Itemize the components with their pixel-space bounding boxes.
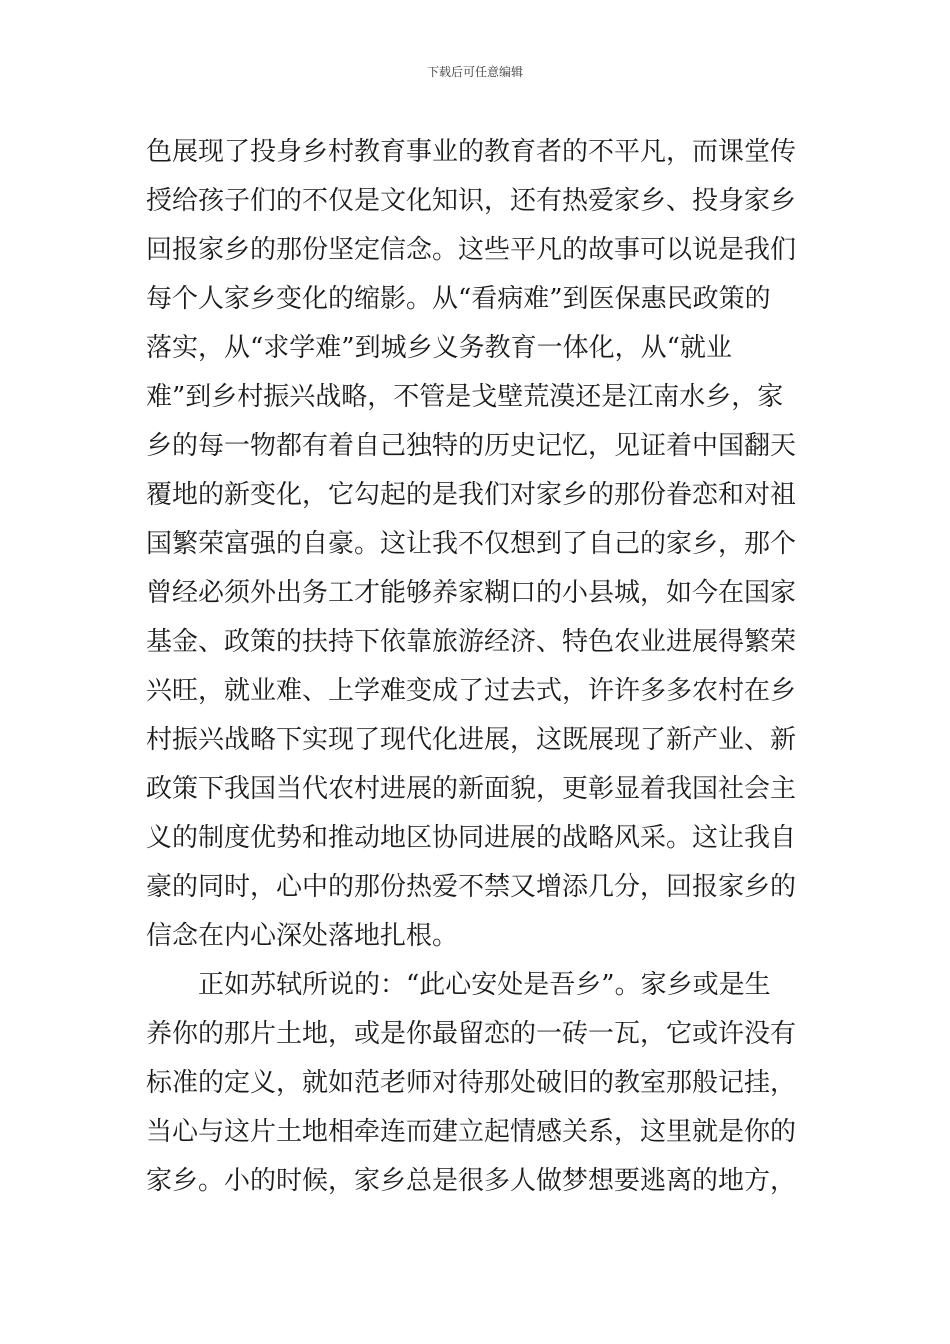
text-line: 养你的那片土地，或是你最留恋的一砖一瓦，它或许没有 (146, 1019, 797, 1049)
body-text (146, 128, 808, 1206)
paragraph (146, 128, 808, 961)
text-line: 难”到乡村振兴战略，不管是戈壁荒漠还是江南水乡，家 (146, 382, 784, 412)
text-line: 覆地的新变化，它勾起的是我们对家乡的那份眷恋和对祖 (146, 480, 797, 510)
text-line: 授给孩子们的不仅是文化知识，还有热爱家乡、投身家乡 (146, 186, 797, 216)
text-line: 村振兴战略下实现了现代化进展，这既展现了新产业、新 (146, 725, 797, 755)
text-line: 义的制度优势和推动地区协同进展的战略风采。这让我自 (146, 823, 797, 853)
text-line: 基金、政策的扶持下依靠旅游经济、特色农业进展得繁荣 (146, 627, 797, 657)
text-line: 回报家乡的那份坚定信念。这些平凡的故事可以说是我们 (146, 235, 797, 265)
text-line: 正如苏轼所说的：“此心安处是吾乡”。家乡或是生 (146, 970, 771, 1000)
text-line: 每个人家乡变化的缩影。从“看病难”到医保惠民政策的 (146, 284, 771, 314)
text-line: 信念在内心深处落地扎根。 (146, 921, 459, 951)
text-line: 当心与这片土地相牵连而建立起情感关系，这里就是你的 (146, 1117, 797, 1147)
text-line: 色展现了投身乡村教育事业的教育者的不平凡，而课堂传 (146, 137, 797, 167)
text-line: 国繁荣富强的自豪。这让我不仅想到了自己的家乡，那个 (146, 529, 797, 559)
text-line: 标准的定义，就如范老师对待那处破旧的教室那般记挂， (146, 1068, 797, 1098)
text-line: 政策下我国当代农村进展的新面貌，更彰显着我国社会主 (146, 774, 797, 804)
text-line: 兴旺，就业难、上学难变成了过去式，许许多多农村在乡 (146, 676, 797, 706)
text-line: 豪的同时，心中的那份热爱不禁又增添几分，回报家乡的 (146, 872, 797, 902)
text-line: 落实，从“求学难”到城乡义务教育一体化，从“就业 (146, 333, 732, 363)
paragraph (146, 961, 808, 1206)
page-header: 下载后可任意编辑 (426, 65, 523, 79)
text-line: 曾经必须外出务工才能够养家糊口的小县城，如今在国家 (146, 578, 797, 608)
text-line: 家乡。小的时候，家乡总是很多人做梦想要逃离的地方， (146, 1166, 797, 1196)
text-line: 乡的每一物都有着自己独特的历史记忆，见证着中国翻天 (146, 431, 797, 461)
